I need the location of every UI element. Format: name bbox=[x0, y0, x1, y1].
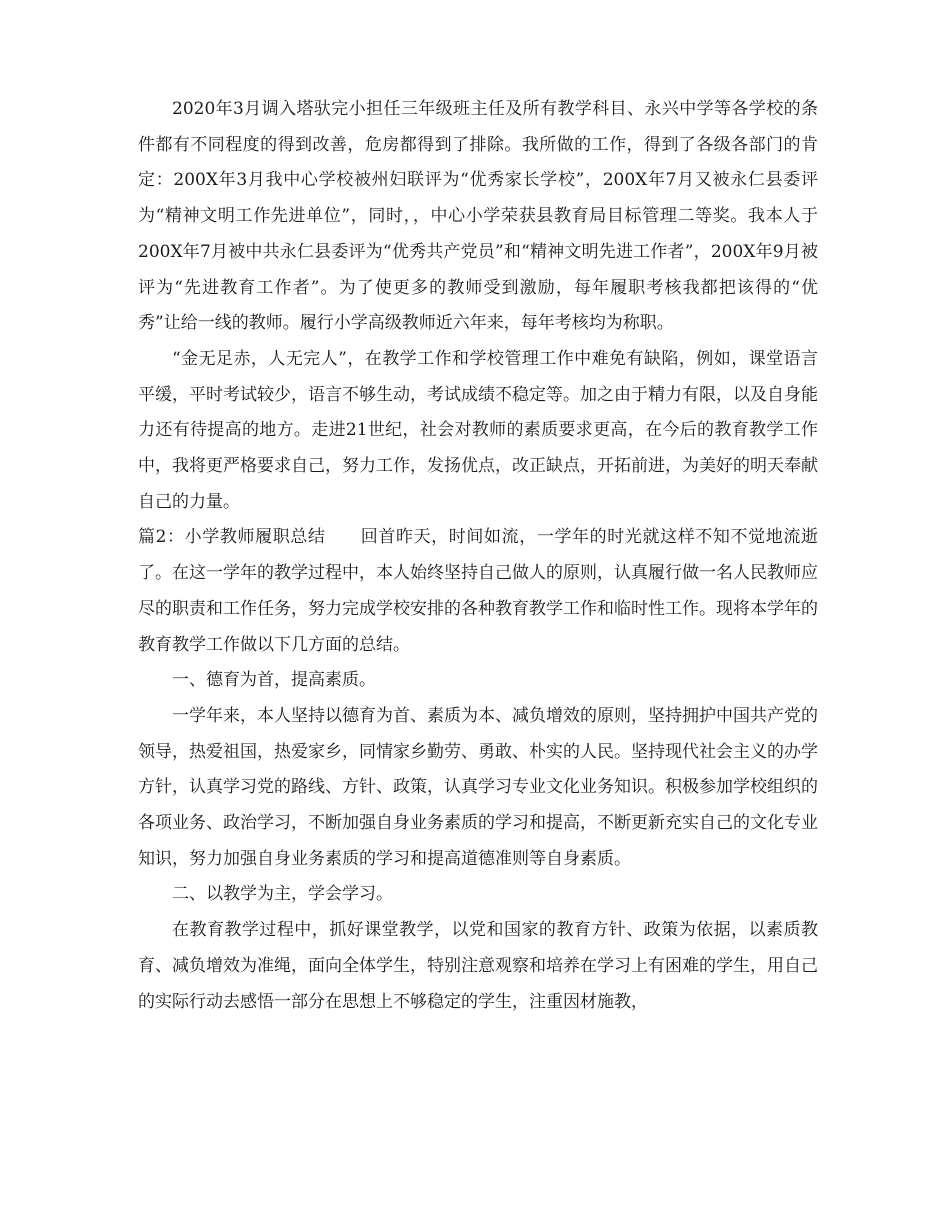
paragraph-section-2-intro: 篇2：小学教师履职总结 回首昨天，时间如流，一学年的时光就这样不知不觉地流逝了。在这一学年的教学过程中，本人始终坚持自己做人的原则，认真履行做一名人民教师应尽的职责和工作任务，努力完成学校安排的各种教育教学工作和临时性工作。现将本学年的教育教学工作做以下几方面的总结。 bbox=[138, 527, 818, 655]
heading-teaching-focus: 二、以教学为主，学会学习。 bbox=[172, 884, 393, 905]
paragraph-teaching-focus: 在教育教学过程中，抓好课堂教学，以党和国家的教育方针、政策为依据，以素质教育、减负增效为准绳，面向全体学生，特别注意观察和培养在学习上有困难的学生，用自己的实际行动去感悟一部分在思想上不够稳定的学生，注重因材施教， bbox=[138, 920, 818, 1012]
paragraph-moral-education: 一学年来，本人坚持以德育为首、素质为本、减负增效的原则，坚持拥护中国共产党的领导，热爱祖国，热爱家乡，同情家乡勤劳、勇敢、朴实的人民。坚持现代社会主义的办学方针，认真学习党的路线、方针、政策，认真学习专业文化业务知识。积极参加学校组织的各项业务、政治学习，不断加强自身业务素质的学习和提高，不断更新充实自己的文化专业知识，努力加强自身业务素质的学习和提高道德准则等自身素质。 bbox=[138, 705, 818, 869]
document-body bbox=[138, 92, 818, 1020]
paragraph-work-achievements: 2020年3月调入塔驮完小担任三年级班主任及所有教学科目、永兴中学等各学校的条件都有不同程度的得到改善，危房都得到了排除。我所做的工作，得到了各级各部门的肯定：200X年3月我中心学校被州妇联评为“优秀家长学校”，200X年7月又被永仁县委评为“精神文明工作先进单位”，同时，，中心小学荣获县教育局目标管理二等奖。我本人于200X年7月被中共永仁县委评为“优秀共产党员”和“精神文明先进工作者”，200X年9月被评为“先进教育工作者”。为了使更多的教师受到激励，每年履职考核我都把该得的“优秀”让给一线的教师。履行小学高级教师近六年来，每年考核均为称职。 bbox=[138, 99, 818, 334]
paragraph-shortcomings: “金无足赤，人无完人”，在教学工作和学校管理工作中难免有缺陷，例如，课堂语言平缓，平时考试较少，语言不够生动，考试成绩不稳定等。加之由于精力有限，以及自身能力还有待提高的地方。走进21世纪，社会对教师的素质要求更高，在今后的教育教学工作中，我将更严格要求自己，努力工作，发扬优点，改正缺点，开拓前进，为美好的明天奉献自己的力量。 bbox=[138, 348, 818, 512]
heading-moral-education: 一、德育为首，提高素质。 bbox=[172, 670, 376, 691]
